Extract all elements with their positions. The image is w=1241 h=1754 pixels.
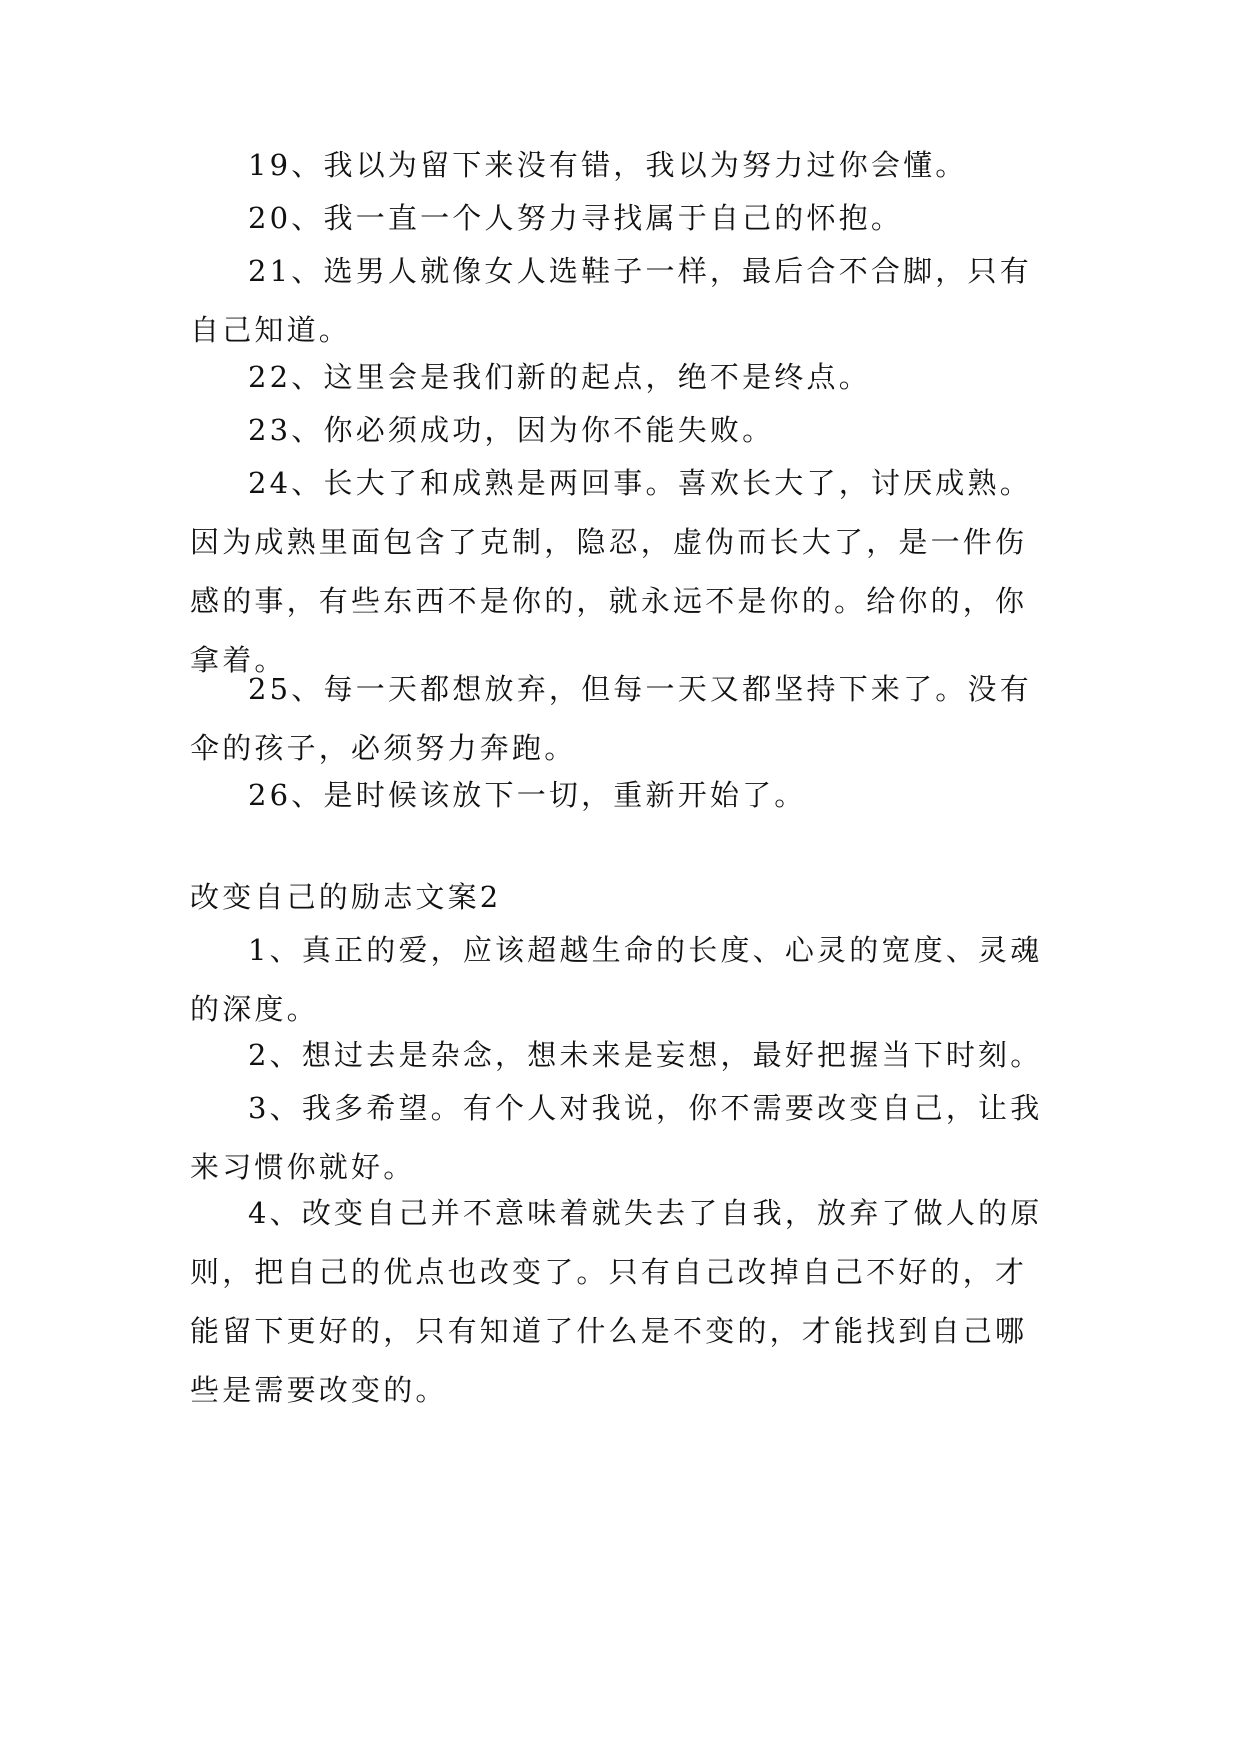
paragraph-item-23: 23、你必须成功，因为你不能失败。 bbox=[248, 413, 775, 447]
paragraph-item-25: 25、每一天都想放弃，但每一天又都坚持下来了。没有伞的孩子，必须努力奔跑。 bbox=[190, 672, 1032, 765]
paragraph-item-21: 21、选男人就像女人选鞋子一样，最后合不合脚，只有自己知道。 bbox=[190, 254, 1032, 347]
section-heading: 改变自己的励志文案2 bbox=[190, 880, 502, 914]
paragraph-item-26: 26、是时候该放下一切，重新开始了。 bbox=[248, 778, 807, 812]
paragraph-item-2: 2、想过去是杂念，想未来是妄想，最好把握当下时刻。 bbox=[248, 1038, 1043, 1072]
paragraph-item-20: 20、我一直一个人努力寻找属于自己的怀抱。 bbox=[248, 201, 904, 235]
paragraph-item-24: 24、长大了和成熟是两回事。喜欢长大了，讨厌成熟。因为成熟里面包含了克制，隐忍，虚伪而长大了，是一件伤感的事，有些东西不是你的，就永远不是你的。给你的，你拿着。 bbox=[190, 466, 1032, 677]
paragraph-item-1: 1、真正的爱，应该超越生命的长度、心灵的宽度、灵魂的深度。 bbox=[190, 933, 1043, 1026]
paragraph-item-19: 19、我以为留下来没有错，我以为努力过你会懂。 bbox=[248, 148, 968, 182]
paragraph-item-22: 22、这里会是我们新的起点，绝不是终点。 bbox=[248, 360, 871, 394]
paragraph-item-3: 3、我多希望。有个人对我说，你不需要改变自己，让我来习惯你就好。 bbox=[190, 1091, 1043, 1184]
document-page bbox=[190, 0, 1050, 1754]
paragraph-item-4: 4、改变自己并不意味着就失去了自我，放弃了做人的原则，把自己的优点也改变了。只有自己改掉自己不好的，才能留下更好的，只有知道了什么是不变的，才能找到自己哪些是需要改变的。 bbox=[190, 1196, 1043, 1407]
